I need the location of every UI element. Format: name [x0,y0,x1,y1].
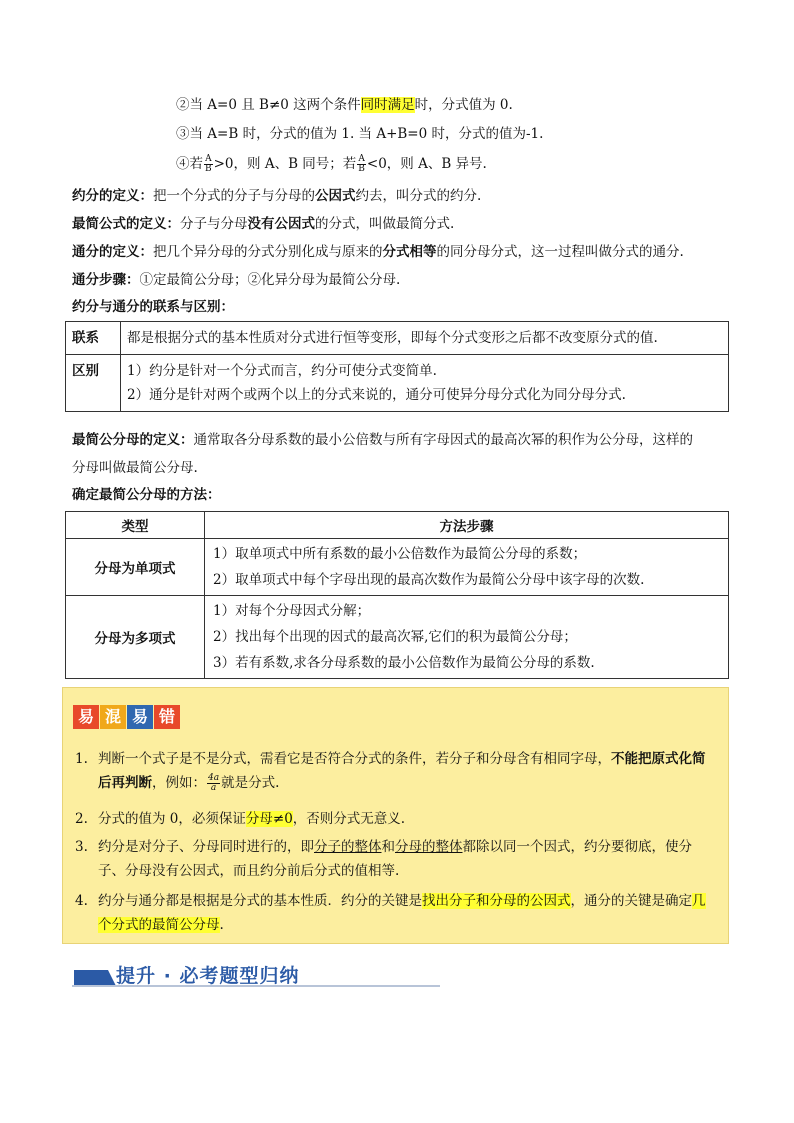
table-line: 1）取单项式中所有系数的最小公倍数作为最简公分母的系数； [213,546,587,562]
badge-cuo: 错 [154,705,180,729]
fraction-numerator: A [358,154,365,164]
definition-label: 约分的定义： [72,188,153,204]
table-line: 都是根据分式的基本性质对分式进行恒等变形，即每个分式变形之后都不改变原分式的值. [127,330,658,346]
note-item-2 [75,807,715,831]
fraction-denominator: B [358,164,365,174]
note-text-part: ，否则分式无意义. [292,811,406,827]
table-line: 3）若有系数,求各分母系数的最小公倍数作为最简公分母的系数. [213,655,595,671]
fraction-a-over-b [357,155,366,174]
definition-steps [72,270,400,290]
note-bold: 不能把原式化简后再判断 [98,751,706,791]
table-line: 2）通分是针对两个或两个以上的分式来说的，通分可使异分母分式化为同分母分式. [127,387,626,403]
definition-text: 通常取各分母系数的最小公倍数与所有字母因式的最高次幂的积作为公分母，这样的 [193,432,693,448]
definition-text: 把几个异分母的分式分别化成与原来的 [153,244,383,260]
table-row [66,539,729,596]
table-cell [205,596,729,679]
banner-accent-shape [74,970,116,986]
note-text [98,807,715,831]
definition-bold: 公因式 [315,188,356,204]
lcd-definition [72,430,693,450]
note-number: 2. [75,811,88,827]
badge-hun: 混 [100,705,126,729]
definition-bold: 没有公因式 [247,216,315,232]
table-row [66,322,729,355]
note-number: 1. [75,751,88,767]
note-number: 4. [75,893,88,909]
definition-text: ①定最简公分母；②化异分母为最简公分母. [139,272,401,288]
table-line: 1）对每个分母因式分解； [213,603,371,619]
section-heading-method: 确定最简公分母的方法： [72,487,221,503]
table-key: 区别 [66,355,121,412]
condition-2 [176,95,513,115]
note-text-part: 都除以同一个因式，约分要彻底，使分子、分母没有公因式，而且约分前后分式的值相等. [98,839,692,879]
table-cell [205,539,729,596]
note-text-part: 约分与通分都是根据是分式的基本性质．约分的关键是 [98,893,422,909]
condition-3: ③当 A=B 时，分式的值为 1. 当 A+B=0 时，分式的值为-1. [176,126,544,142]
note-number: 3. [75,839,88,855]
note-text-part: ，例如： [152,775,206,791]
badge-yi2: 易 [127,705,153,729]
condition-4-prefix: ④若 [176,156,203,172]
highlight-lcd: 几个分式的最简公分母 [98,893,706,933]
highlight-same-time: 同时满足 [360,97,415,113]
condition-2-tail: 时，分式值为 0. [414,97,513,113]
definition-text: 的分式，叫做最简分式. [315,216,455,232]
definition-bold: 分式相等 [382,244,437,260]
lcd-definition-cont: 分母叫做最简公分母. [72,460,198,476]
section-banner-title: 提升 · 必考题型归纳 [116,965,300,987]
note-text-part: 就是分式. [221,775,280,791]
table-cell [121,322,729,355]
highlight-common-factor: 找出分子和分母的公因式 [422,893,571,909]
note-text [98,747,715,795]
note-text-part: 判断一个式子是不是分式，需看它是否符合分式的条件，若分子和分母含有相同字母， [98,751,611,767]
fraction-numerator: A [205,154,212,164]
table-line: 1）约分是针对一个分式而言，约分可使分式变简单. [127,363,437,379]
table-key: 分母为单项式 [66,539,205,596]
fraction-4a-over-a [207,774,220,793]
badge-yi: 易 [73,705,99,729]
table-row [66,355,729,412]
note-text-part: 和 [381,839,395,855]
underline-denominator-whole: 分母的整体 [395,839,463,855]
column-header: 类型 [66,512,205,539]
method-table [65,511,729,679]
condition-4 [176,154,487,174]
note-text-part: . [219,917,224,933]
definition-label: 最简公式的定义： [72,216,180,232]
condition-2-text: ②当 A=0 且 B≠0 这两个条件 [176,97,361,113]
table-cell [121,355,729,412]
note-item-3 [75,835,715,883]
underline-numerator-whole: 分子的整体 [314,839,382,855]
fraction-denominator: a [210,783,217,793]
section-heading-relation: 约分与通分的联系与区别： [72,299,234,315]
definition-tongfen [72,242,684,262]
highlight-denominator-nonzero: 分母≠0 [245,811,293,827]
definition-label: 通分步骤： [72,272,140,288]
table-key: 分母为多项式 [66,596,205,679]
note-text [98,835,715,883]
note-text-part: 分式的值为 0，必须保证 [98,811,246,827]
column-header: 方法步骤 [205,512,729,539]
table-line: 2）找出每个出现的因式的最高次幂,它们的积为最简公分母； [213,629,577,645]
fraction-denominator: B [205,164,212,174]
note-item-4 [75,889,715,937]
condition-4-suffix: <0，则 A、B 异号. [366,156,487,172]
condition-4-middle: >0，则 A、B 同号；若 [213,156,357,172]
relation-table [65,321,729,412]
definition-label: 最简公分母的定义： [72,432,194,448]
definition-label: 通分的定义： [72,244,153,260]
definition-zuijian [72,214,454,234]
note-item-1 [75,747,715,795]
note-text-part: 约分是对分子、分母同时进行的，即 [98,839,314,855]
table-row [66,596,729,679]
fraction-numerator: 4a [208,773,220,783]
note-text-part: ，通分的关键是确定 [570,893,692,909]
table-line: 2）取单项式中每个字母出现的最高次数作为最简公分母中该字母的次数. [213,572,645,588]
definition-yuefen [72,186,481,206]
definition-text: 把一个分式的分子与分母的 [153,188,315,204]
table-header-row [66,512,729,539]
table-key: 联系 [66,322,121,355]
definition-text: 约去，叫分式的约分. [355,188,482,204]
common-mistakes-box [62,687,729,944]
fraction-a-over-b [204,155,213,174]
note-text [98,889,715,937]
definition-text: 分子与分母 [180,216,248,232]
definition-text: 的同分母分式，这一过程叫做分式的通分. [436,244,684,260]
